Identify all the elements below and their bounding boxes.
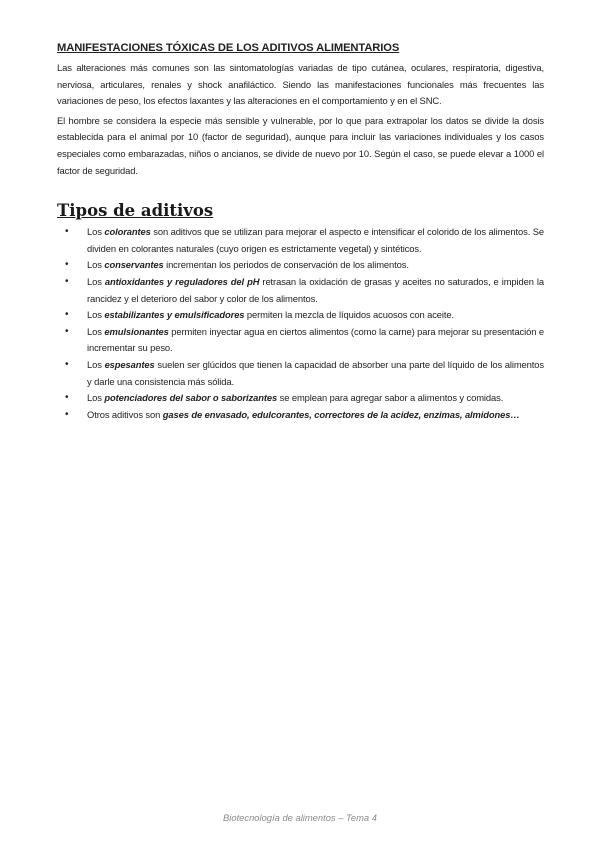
term: colorantes (104, 226, 151, 238)
paragraph-safety-factor: El hombre se considera la especie más sensible y vulnerable, por lo que para extrapolar los datos se divide la dosis establecida para el animal por 10 (factor de seguridad), aunque para incluir las variaciones individuales y los casos especiales como embarazadas, niños o ancianos, se divide de nuevo por 10. Según el caso, se puede elevar a 1000 el factor de seguridad. (57, 114, 544, 176)
bullet-icon: • (65, 392, 69, 404)
term: emulsionantes (104, 325, 169, 337)
list-item-estabilizantes: • Los estabilizantes y emulsificadores permiten la mezcla de líquidos acuosos con aceite. (57, 307, 544, 324)
list-item-otros: • Otros aditivos son gases de envasado, edulcorantes, correctores de la acidez, enzimas, almidones… (57, 407, 544, 424)
term: conservantes (104, 259, 164, 271)
bullet-icon: • (65, 309, 69, 321)
bullet-icon: • (65, 259, 69, 271)
term: estabilizantes y emulsificadores (104, 309, 245, 321)
term: gases de envasado, edulcorantes, correctores de la acidez, enzimas, almidones… (162, 408, 520, 420)
additive-types-list (57, 224, 544, 423)
bullet-icon: • (65, 275, 69, 287)
list-item-conservantes: • Los conservantes incrementan los periodos de conservación de los alimentos. (57, 257, 544, 274)
bullet-icon: • (65, 408, 69, 420)
list-item-emulsionantes: • Los emulsionantes permiten inyectar agua en ciertos alimentos (como la carne) para mejorar su presentación e incrementar su peso. (65, 325, 544, 354)
term: potenciadores del sabor o saborizantes (104, 392, 278, 404)
section-heading-toxic-manifestations: MANIFESTACIONES TÓXICAS DE LOS ADITIVOS ALIMENTARIOS (57, 42, 400, 54)
bullet-icon: • (65, 358, 69, 370)
document-page (57, 42, 544, 423)
paragraph-alterations: Las alteraciones más comunes son las sintomatologías variadas de tipo cutánea, oculares, respiratoria, digestiva, nerviosa, articulares, renales y shock anafiláctico. Siendo las manifestaciones funcionales más frecuentes las variaciones de peso, los efectos laxantes y las alteraciones en el comportamiento y en el SNC. (57, 62, 544, 107)
bullet-icon: • (65, 325, 69, 337)
term: espesantes (104, 358, 155, 370)
bullet-icon: • (65, 226, 69, 238)
page-footer: Biotecnología de alimentos – Tema 4 (223, 812, 377, 823)
list-item-espesantes: • Los espesantes suelen ser glúcidos que tienen la capacidad de absorber una parte del líquido de los alimentos y darle una consistencia más sólida. (65, 358, 544, 387)
section-title-additive-types: Tipos de aditivos (57, 201, 214, 221)
list-item-potenciadores: • Los potenciadores del sabor o saborizantes se emplean para agregar sabor a alimentos y comidas. (57, 390, 544, 407)
list-item-colorantes: • Los colorantes son aditivos que se utilizan para mejorar el aspecto e intensificar el colorido de los alimentos. Se dividen en colorantes naturales (cuyo origen es estrictamente vegetal) y sintéticos. (65, 226, 544, 254)
term: antioxidantes y reguladores del pH (104, 275, 260, 287)
list-item-antioxidantes: • Los antioxidantes y reguladores del pH retrasan la oxidación de grasas y aceites no saturados, e impiden la rancidez y el deterioro del sabor y color de los alimentos. (65, 275, 544, 304)
